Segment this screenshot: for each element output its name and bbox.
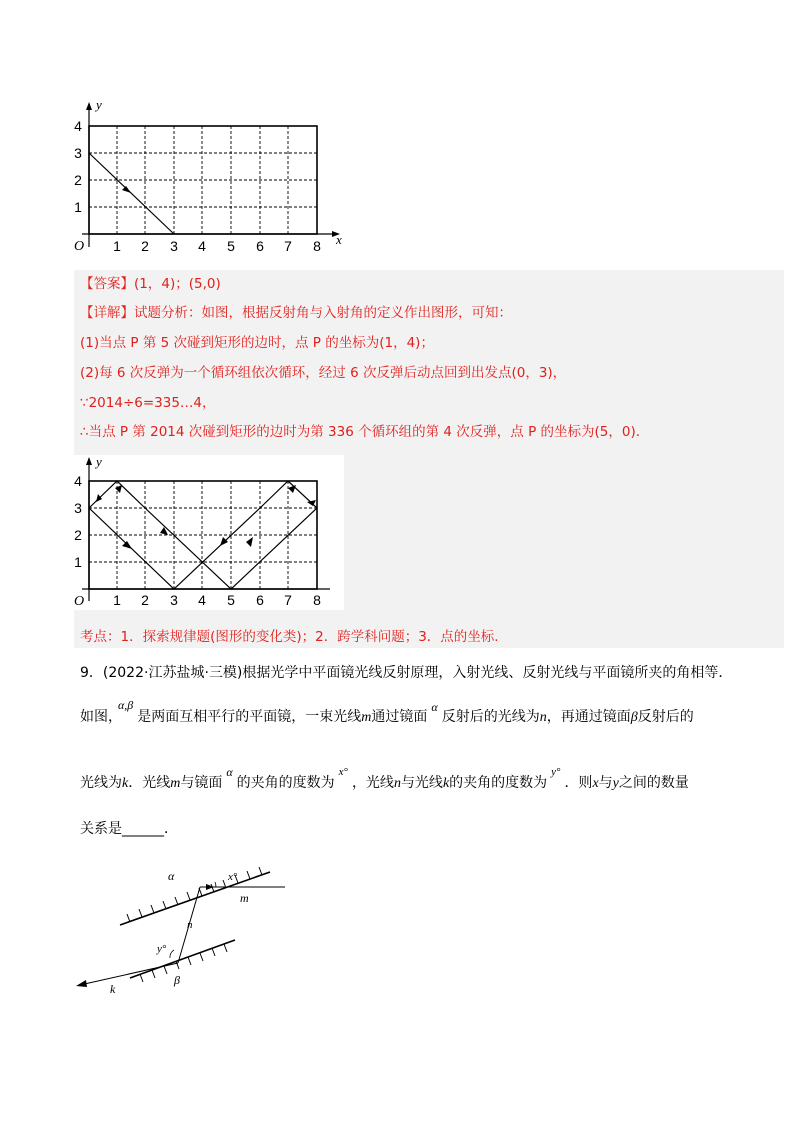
y-tick: 2 xyxy=(74,172,82,188)
question-line-1: 9．(2022·江苏盐城·三模)根据光学中平面镜光线反射原理，入射光线、反射光线与平面镜所夹的角相等． xyxy=(80,665,733,681)
y-tick-labels xyxy=(74,473,82,570)
arrow-icon xyxy=(122,186,131,193)
rectangle-border xyxy=(89,126,317,234)
x-tick: 8 xyxy=(313,592,321,608)
x-tick: 4 xyxy=(198,238,206,254)
y-degree-label: y° xyxy=(157,943,167,955)
detail-line: (1)当点 P 第 5 次碰到矩形的边时，点 P 的坐标为(1，4)； xyxy=(80,335,434,351)
y-tick: 3 xyxy=(74,500,82,516)
arrow-icon xyxy=(288,485,296,493)
y-tick: 4 xyxy=(74,118,82,134)
x-tick: 7 xyxy=(284,592,292,608)
question-line-2: 如图，α,β是两面互相平行的平面镜，一束光线m通过镜面α反射后的光线为n，再通过镜面β反射后的 xyxy=(80,698,694,725)
x-tick: 4 xyxy=(198,592,206,608)
n-label: n xyxy=(187,919,193,931)
y-axis-label: y xyxy=(96,97,102,112)
x-tick: 6 xyxy=(256,592,264,608)
x-tick: 3 xyxy=(170,592,178,608)
arrow-icon xyxy=(122,541,132,549)
x-tick: 5 xyxy=(227,238,235,254)
arrow-icon xyxy=(115,485,122,493)
x-tick: 5 xyxy=(227,592,235,608)
origin-label: O xyxy=(74,594,85,609)
x-degree-label: x° xyxy=(228,871,238,883)
y-tick: 1 xyxy=(74,199,82,215)
x-tick-labels xyxy=(113,592,321,608)
x-tick: 2 xyxy=(141,592,149,608)
detail-line: (2)每 6 次反弹为一个循环组依次循环，经过 6 次反弹后动点回到出发点(0，3)， xyxy=(80,365,567,381)
x-tick: 2 xyxy=(141,238,149,254)
origin-label: O xyxy=(74,239,85,254)
question-line-3: 光线为k．光线m与镜面α的夹角的度数为$^{x^\circ}$，光线n与光线k的夹角的度数为$^{y^\circ}$．则x与y之间的数量 xyxy=(80,765,689,791)
answer-label: 【答案】 xyxy=(80,276,134,292)
alpha-label: α xyxy=(168,869,175,883)
arrow-icon xyxy=(76,980,87,987)
x-tick-labels xyxy=(113,238,321,254)
kaodian-line: 考点：1．探索规律题(图形的变化类)；2．跨学科问题；3．点的坐标. xyxy=(80,629,499,645)
y-tick-labels xyxy=(74,118,82,215)
x-tick: 6 xyxy=(256,238,264,254)
detail-label: 【详解】 xyxy=(80,305,134,321)
answer-value: (1，4)；(5,0) xyxy=(134,276,221,292)
x-tick: 7 xyxy=(284,238,292,254)
alpha-beta-symbol: α,β xyxy=(118,698,134,712)
rectangle-border xyxy=(89,481,317,589)
detail-text: 试题分析：如图，根据反射角与入射角的定义作出图形，可知： xyxy=(134,305,512,321)
x-axis-label: x xyxy=(336,232,342,247)
detail-line: ∴当点 P 第 2014 次碰到矩形的边时为第 336 个循环组的第 4 次反弹，点 P 的坐标为(5，0). xyxy=(80,424,640,440)
y-tick: 3 xyxy=(74,145,82,161)
grid-lines xyxy=(89,126,317,234)
light-path-cycle xyxy=(89,481,317,589)
y-tick: 2 xyxy=(74,527,82,543)
m-label: m xyxy=(240,891,249,905)
detail-line: ∵2014÷6=335…4， xyxy=(80,395,216,411)
y-tick: 4 xyxy=(74,473,82,489)
x-tick: 8 xyxy=(313,238,321,254)
angle-y-arc xyxy=(170,950,174,958)
figure-3-mirrors xyxy=(70,860,300,1000)
beta-label: β xyxy=(174,973,180,987)
arrow-icon xyxy=(220,537,228,546)
k-label: k xyxy=(110,982,116,996)
arrow-icon xyxy=(96,494,102,502)
question-line-4: 关系是______． xyxy=(80,821,178,837)
detail-line xyxy=(80,303,512,323)
mirror-beta-hatching xyxy=(140,944,227,982)
y-tick: 1 xyxy=(74,554,82,570)
grid-lines xyxy=(89,481,317,589)
figure-1-grid xyxy=(60,92,350,262)
x-tick: 1 xyxy=(113,592,121,608)
light-path xyxy=(89,153,174,234)
figure-2-grid xyxy=(60,455,344,610)
y-axis-label: y xyxy=(96,455,102,469)
light-k xyxy=(80,963,178,985)
x-tick: 1 xyxy=(113,238,121,254)
angle-x-arc xyxy=(215,882,216,887)
answer-line xyxy=(80,274,221,294)
arrow-icon xyxy=(246,537,253,547)
x-tick: 3 xyxy=(170,238,178,254)
